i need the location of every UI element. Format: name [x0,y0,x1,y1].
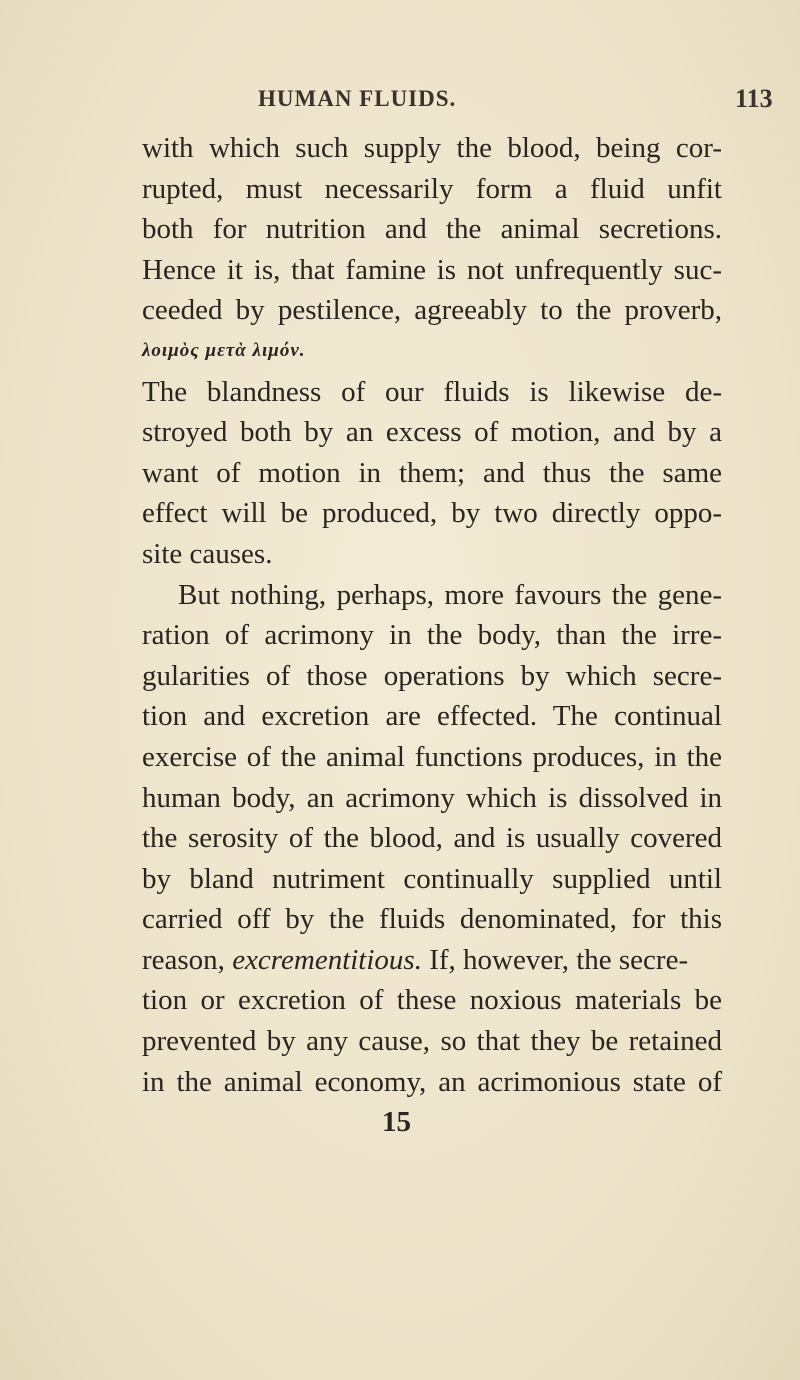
text-line: gularities of those operations by which secre- [142,659,722,692]
body-text [142,128,722,1143]
text-segment: reason, [142,943,225,976]
text-line: Hence it is, that famine is not unfrequently suc- [142,253,722,286]
running-head [0,86,800,126]
text-line: in the animal economy, an acrimonious state of [142,1065,722,1098]
signature-mark: 15 [382,1106,411,1139]
text-line: prevented by any cause, so that they be retained [142,1025,722,1058]
text-line: The blandness of our fluids is likewise de- [142,375,722,408]
text-line: stroyed both by an excess of motion, and by a [142,416,722,449]
text-line: effect will be produced, by two directly oppo- [142,497,722,530]
text-line: carried off by the fluids denominated, for this [142,903,722,936]
text-segment: If, however, the secre- [421,943,689,976]
text-line: by bland nutriment continually supplied until [142,862,722,895]
text-line: with which such supply the blood, being cor- [142,132,722,164]
text-line: ceeded by pestilence, agreeably to the proverb, [142,294,722,327]
text-line: the serosity of the blood, and is usually covered [142,822,722,855]
text-line: exercise of the animal functions produces, in the [142,740,722,773]
italic-term: excrementitious. [232,943,422,976]
text-line: tion or excretion of these noxious materials be [142,984,722,1017]
text-line: want of motion in them; and thus the same [142,456,722,489]
text-line: ration of acrimony in the body, than the irre- [142,619,722,652]
page-number: 113 [735,84,773,113]
text-line: human body, an acrimony which is dissolved in [142,781,722,814]
text-line-mixed [142,940,722,981]
text-line: site causes. [142,537,273,570]
paragraph-start-line: But nothing, perhaps, more favours the gene- [178,578,722,611]
text-line: tion and excretion are effected. The continual [142,700,722,733]
text-line: rupted, must necessarily form a fluid unfit [142,172,722,205]
text-line: both for nutrition and the animal secretions. [142,213,722,246]
greek-proverb: λοιμὸς μετὰ λιμόν. [142,339,306,361]
running-title: HUMAN FLUIDS. [258,86,457,111]
